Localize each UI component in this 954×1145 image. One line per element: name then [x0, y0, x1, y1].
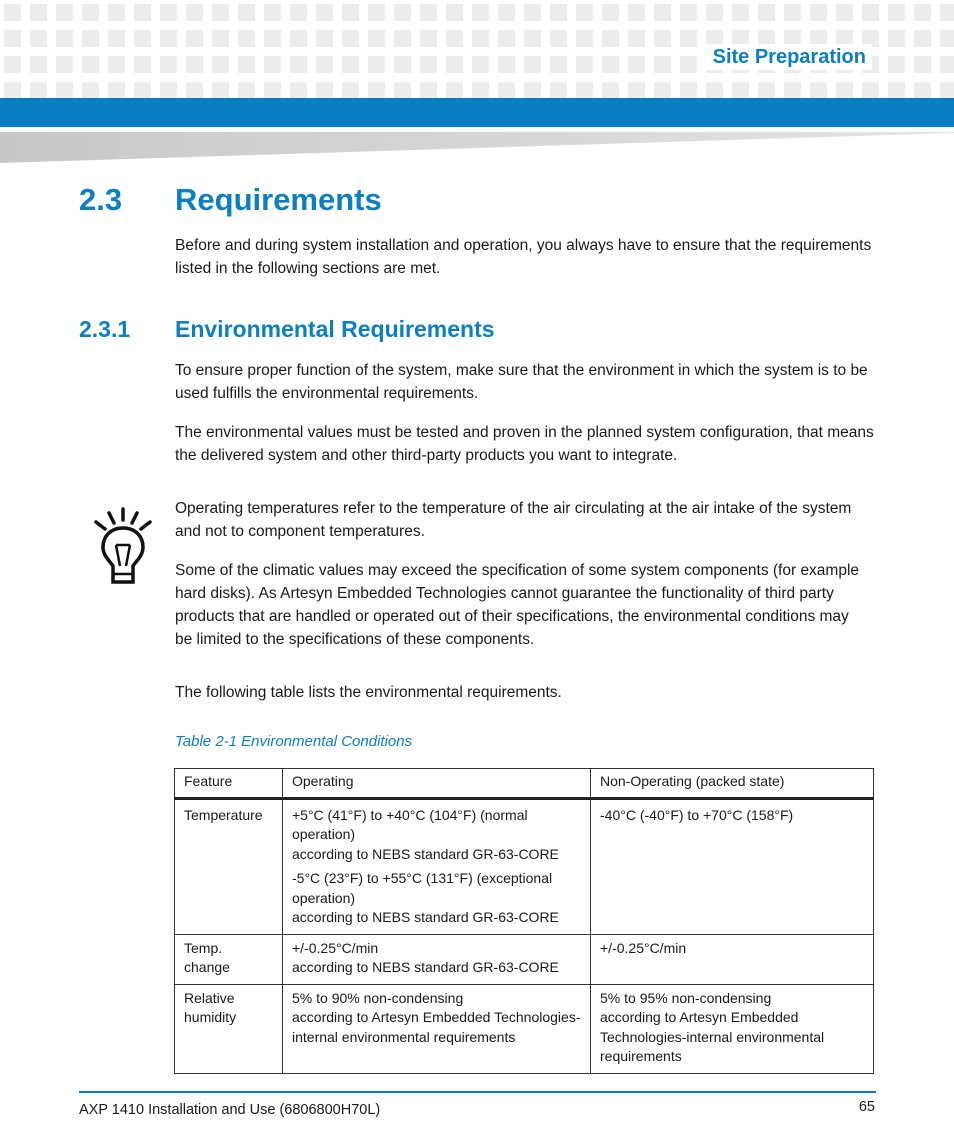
pattern-square	[134, 4, 151, 21]
pattern-square	[368, 82, 385, 99]
pattern-square	[914, 4, 931, 21]
cell-text: +/-0.25°C/min	[292, 939, 379, 956]
cell-feature: Relative humidity	[175, 984, 283, 1073]
pattern-square	[290, 4, 307, 21]
subsection-number: 2.3.1	[79, 316, 131, 342]
table-intro: The following table lists the environmental requirements.	[175, 684, 562, 701]
pattern-square	[264, 4, 281, 21]
section-number: 2.3	[79, 182, 123, 217]
pattern-square	[420, 82, 437, 99]
pattern-square	[940, 56, 954, 73]
pattern-square	[654, 82, 671, 99]
pattern-square	[160, 30, 177, 47]
cell-non-operating: +/-0.25°C/min	[591, 934, 874, 984]
pattern-square	[108, 4, 125, 21]
pattern-square	[316, 30, 333, 47]
column-header: Feature	[175, 769, 283, 799]
pattern-square	[134, 82, 151, 99]
pattern-square	[524, 56, 541, 73]
pattern-square	[524, 30, 541, 47]
pattern-square	[446, 30, 463, 47]
pattern-square	[290, 82, 307, 99]
cell-text: according to NEBS standard GR-63-CORE	[292, 959, 559, 975]
pattern-square	[498, 82, 515, 99]
cell-feature: Temp. change	[175, 934, 283, 984]
pattern-square	[342, 82, 359, 99]
cell-non-operating: -40°C (-40°F) to +70°C (158°F)	[591, 798, 874, 934]
pattern-square	[82, 82, 99, 99]
pattern-square	[4, 30, 21, 47]
pattern-square	[706, 82, 723, 99]
pattern-square	[290, 56, 307, 73]
pattern-square	[30, 56, 47, 73]
pattern-square	[888, 30, 905, 47]
pattern-square	[940, 30, 954, 47]
pattern-square	[160, 56, 177, 73]
pattern-square	[628, 4, 645, 21]
pattern-square	[602, 82, 619, 99]
note-paragraph-1: Operating temperatures refer to the temperature of the air circulating at the air intake of the system and not to component temperatures.	[175, 500, 852, 540]
pattern-square	[420, 56, 437, 73]
pattern-square	[368, 56, 385, 73]
pattern-square	[290, 30, 307, 47]
pattern-square	[680, 4, 697, 21]
pattern-square	[30, 30, 47, 47]
pattern-square	[576, 56, 593, 73]
pattern-square	[394, 4, 411, 21]
pattern-square	[4, 4, 21, 21]
pattern-square	[654, 30, 671, 47]
footer-document-title: AXP 1410 Installation and Use (6806800H70L)	[79, 1102, 381, 1118]
cell-text: according to Artesyn Embedded Technologies-internal environmental requirements	[600, 1009, 825, 1064]
pattern-square	[30, 4, 47, 21]
section-title: Requirements	[175, 182, 382, 217]
pattern-square	[810, 82, 827, 99]
pattern-square	[56, 56, 73, 73]
running-header-title: Site Preparation	[705, 44, 872, 70]
pattern-square	[498, 4, 515, 21]
table-header-row	[175, 769, 874, 799]
pattern-square	[524, 82, 541, 99]
pattern-square	[316, 56, 333, 73]
pattern-square	[264, 56, 281, 73]
pattern-square	[758, 4, 775, 21]
pattern-square	[550, 82, 567, 99]
table-row	[175, 798, 874, 934]
pattern-square	[342, 4, 359, 21]
pattern-square	[680, 82, 697, 99]
pattern-square	[212, 4, 229, 21]
pattern-square	[940, 82, 954, 99]
pattern-square	[550, 30, 567, 47]
pattern-square	[680, 56, 697, 73]
pattern-square	[836, 82, 853, 99]
lightbulb-icon	[92, 506, 154, 588]
pattern-square	[472, 82, 489, 99]
cell-text: according to Artesyn Embedded Technologies-internal environmental requirements	[292, 1009, 581, 1045]
pattern-square	[368, 4, 385, 21]
pattern-square	[368, 30, 385, 47]
table-row	[175, 984, 874, 1073]
pattern-square	[394, 30, 411, 47]
pattern-square	[420, 30, 437, 47]
cell-feature: Temperature	[175, 798, 283, 934]
pattern-square	[758, 82, 775, 99]
pattern-square	[628, 30, 645, 47]
note-paragraph-2: Some of the climatic values may exceed the specification of some system components (for example hard disks). As Artesyn Embedded Technologies cannot guarantee the functionality of third party products that are handled or operated out of their specifications, the environmental conditions may be limited to the specifications of these components.	[175, 562, 860, 648]
pattern-square	[316, 82, 333, 99]
pattern-square	[82, 4, 99, 21]
pattern-square	[134, 56, 151, 73]
cell-text: 5% to 95% non-condensing	[600, 989, 772, 1006]
pattern-square	[238, 4, 255, 21]
pattern-square	[680, 30, 697, 47]
pattern-square	[628, 56, 645, 73]
pattern-square	[914, 56, 931, 73]
pattern-square	[498, 56, 515, 73]
pattern-square	[108, 56, 125, 73]
pattern-square	[394, 82, 411, 99]
pattern-square	[654, 4, 671, 21]
pattern-square	[82, 30, 99, 47]
header-blue-bar	[0, 98, 954, 127]
pattern-square	[108, 30, 125, 47]
pattern-square	[264, 82, 281, 99]
pattern-square	[186, 4, 203, 21]
section-intro: Before and during system installation and operation, you always have to ensure that the requirements listed in the following sections are met.	[175, 237, 872, 277]
pattern-square	[472, 4, 489, 21]
pattern-square	[498, 30, 515, 47]
pattern-square	[550, 56, 567, 73]
pattern-square	[212, 82, 229, 99]
pattern-square	[888, 4, 905, 21]
section-heading	[79, 180, 382, 220]
pattern-square	[888, 82, 905, 99]
pattern-square	[602, 30, 619, 47]
cell-non-operating	[591, 984, 874, 1073]
header-gray-wedge	[0, 127, 954, 163]
pattern-square	[186, 56, 203, 73]
pattern-square	[602, 56, 619, 73]
pattern-square	[472, 56, 489, 73]
table-row	[175, 934, 874, 984]
pattern-square	[810, 4, 827, 21]
subsection-paragraph-2: The environmental values must be tested and proven in the planned system configuration, that means the delivered system and other third-party products you want to integrate.	[175, 424, 874, 464]
footer-rule	[79, 1091, 876, 1093]
pattern-square	[784, 4, 801, 21]
pattern-square	[264, 30, 281, 47]
pattern-square	[940, 4, 954, 21]
pattern-square	[472, 30, 489, 47]
pattern-square	[394, 56, 411, 73]
pattern-square	[862, 4, 879, 21]
pattern-square	[56, 30, 73, 47]
pattern-square	[888, 56, 905, 73]
pattern-square	[82, 56, 99, 73]
pattern-square	[654, 56, 671, 73]
pattern-square	[238, 56, 255, 73]
pattern-square	[30, 82, 47, 99]
pattern-square	[914, 82, 931, 99]
pattern-square	[212, 30, 229, 47]
pattern-square	[134, 30, 151, 47]
pattern-square	[446, 56, 463, 73]
pattern-square	[732, 4, 749, 21]
pattern-square	[238, 82, 255, 99]
pattern-square	[446, 4, 463, 21]
pattern-square	[576, 82, 593, 99]
column-header: Operating	[283, 769, 591, 799]
subsection-heading	[79, 313, 495, 345]
cell-text: according to NEBS standard GR-63-CORE	[292, 909, 559, 925]
pattern-square	[4, 82, 21, 99]
pattern-square	[342, 30, 359, 47]
cell-operating	[283, 934, 591, 984]
pattern-square	[628, 82, 645, 99]
pattern-square	[446, 82, 463, 99]
pattern-square	[4, 56, 21, 73]
pattern-square	[732, 82, 749, 99]
pattern-square	[576, 30, 593, 47]
pattern-square	[56, 82, 73, 99]
cell-text: +5°C (41°F) to +40°C (104°F) (normal operation)	[292, 806, 528, 842]
cell-operating	[283, 984, 591, 1073]
cell-text: 5% to 90% non-condensing	[292, 989, 464, 1006]
pattern-square	[212, 56, 229, 73]
pattern-square	[108, 82, 125, 99]
cell-text: -5°C (23°F) to +55°C (131°F) (exceptional operation)	[292, 870, 553, 906]
column-header: Non-Operating (packed state)	[591, 769, 874, 799]
pattern-square	[602, 4, 619, 21]
subsection-paragraph-1: To ensure proper function of the system, make sure that the environment in which the system is to be used fulfills the environmental requirements.	[175, 362, 868, 402]
pattern-square	[550, 4, 567, 21]
pattern-square	[186, 82, 203, 99]
pattern-square	[706, 4, 723, 21]
pattern-square	[342, 56, 359, 73]
environmental-conditions-table	[174, 768, 874, 1074]
pattern-square	[862, 82, 879, 99]
cell-operating	[283, 798, 591, 934]
pattern-square	[524, 4, 541, 21]
table-caption: Table 2-1 Environmental Conditions	[175, 733, 413, 750]
pattern-square	[914, 30, 931, 47]
cell-text: according to NEBS standard GR-63-CORE	[292, 845, 559, 862]
pattern-square	[160, 82, 177, 99]
pattern-square	[186, 30, 203, 47]
pattern-square	[160, 4, 177, 21]
pattern-square	[576, 4, 593, 21]
pattern-square	[238, 30, 255, 47]
subsection-title: Environmental Requirements	[175, 316, 495, 342]
pattern-square	[316, 4, 333, 21]
pattern-square	[836, 4, 853, 21]
footer-page-number: 65	[858, 1099, 875, 1115]
pattern-square	[784, 82, 801, 99]
pattern-square	[420, 4, 437, 21]
pattern-square	[56, 4, 73, 21]
